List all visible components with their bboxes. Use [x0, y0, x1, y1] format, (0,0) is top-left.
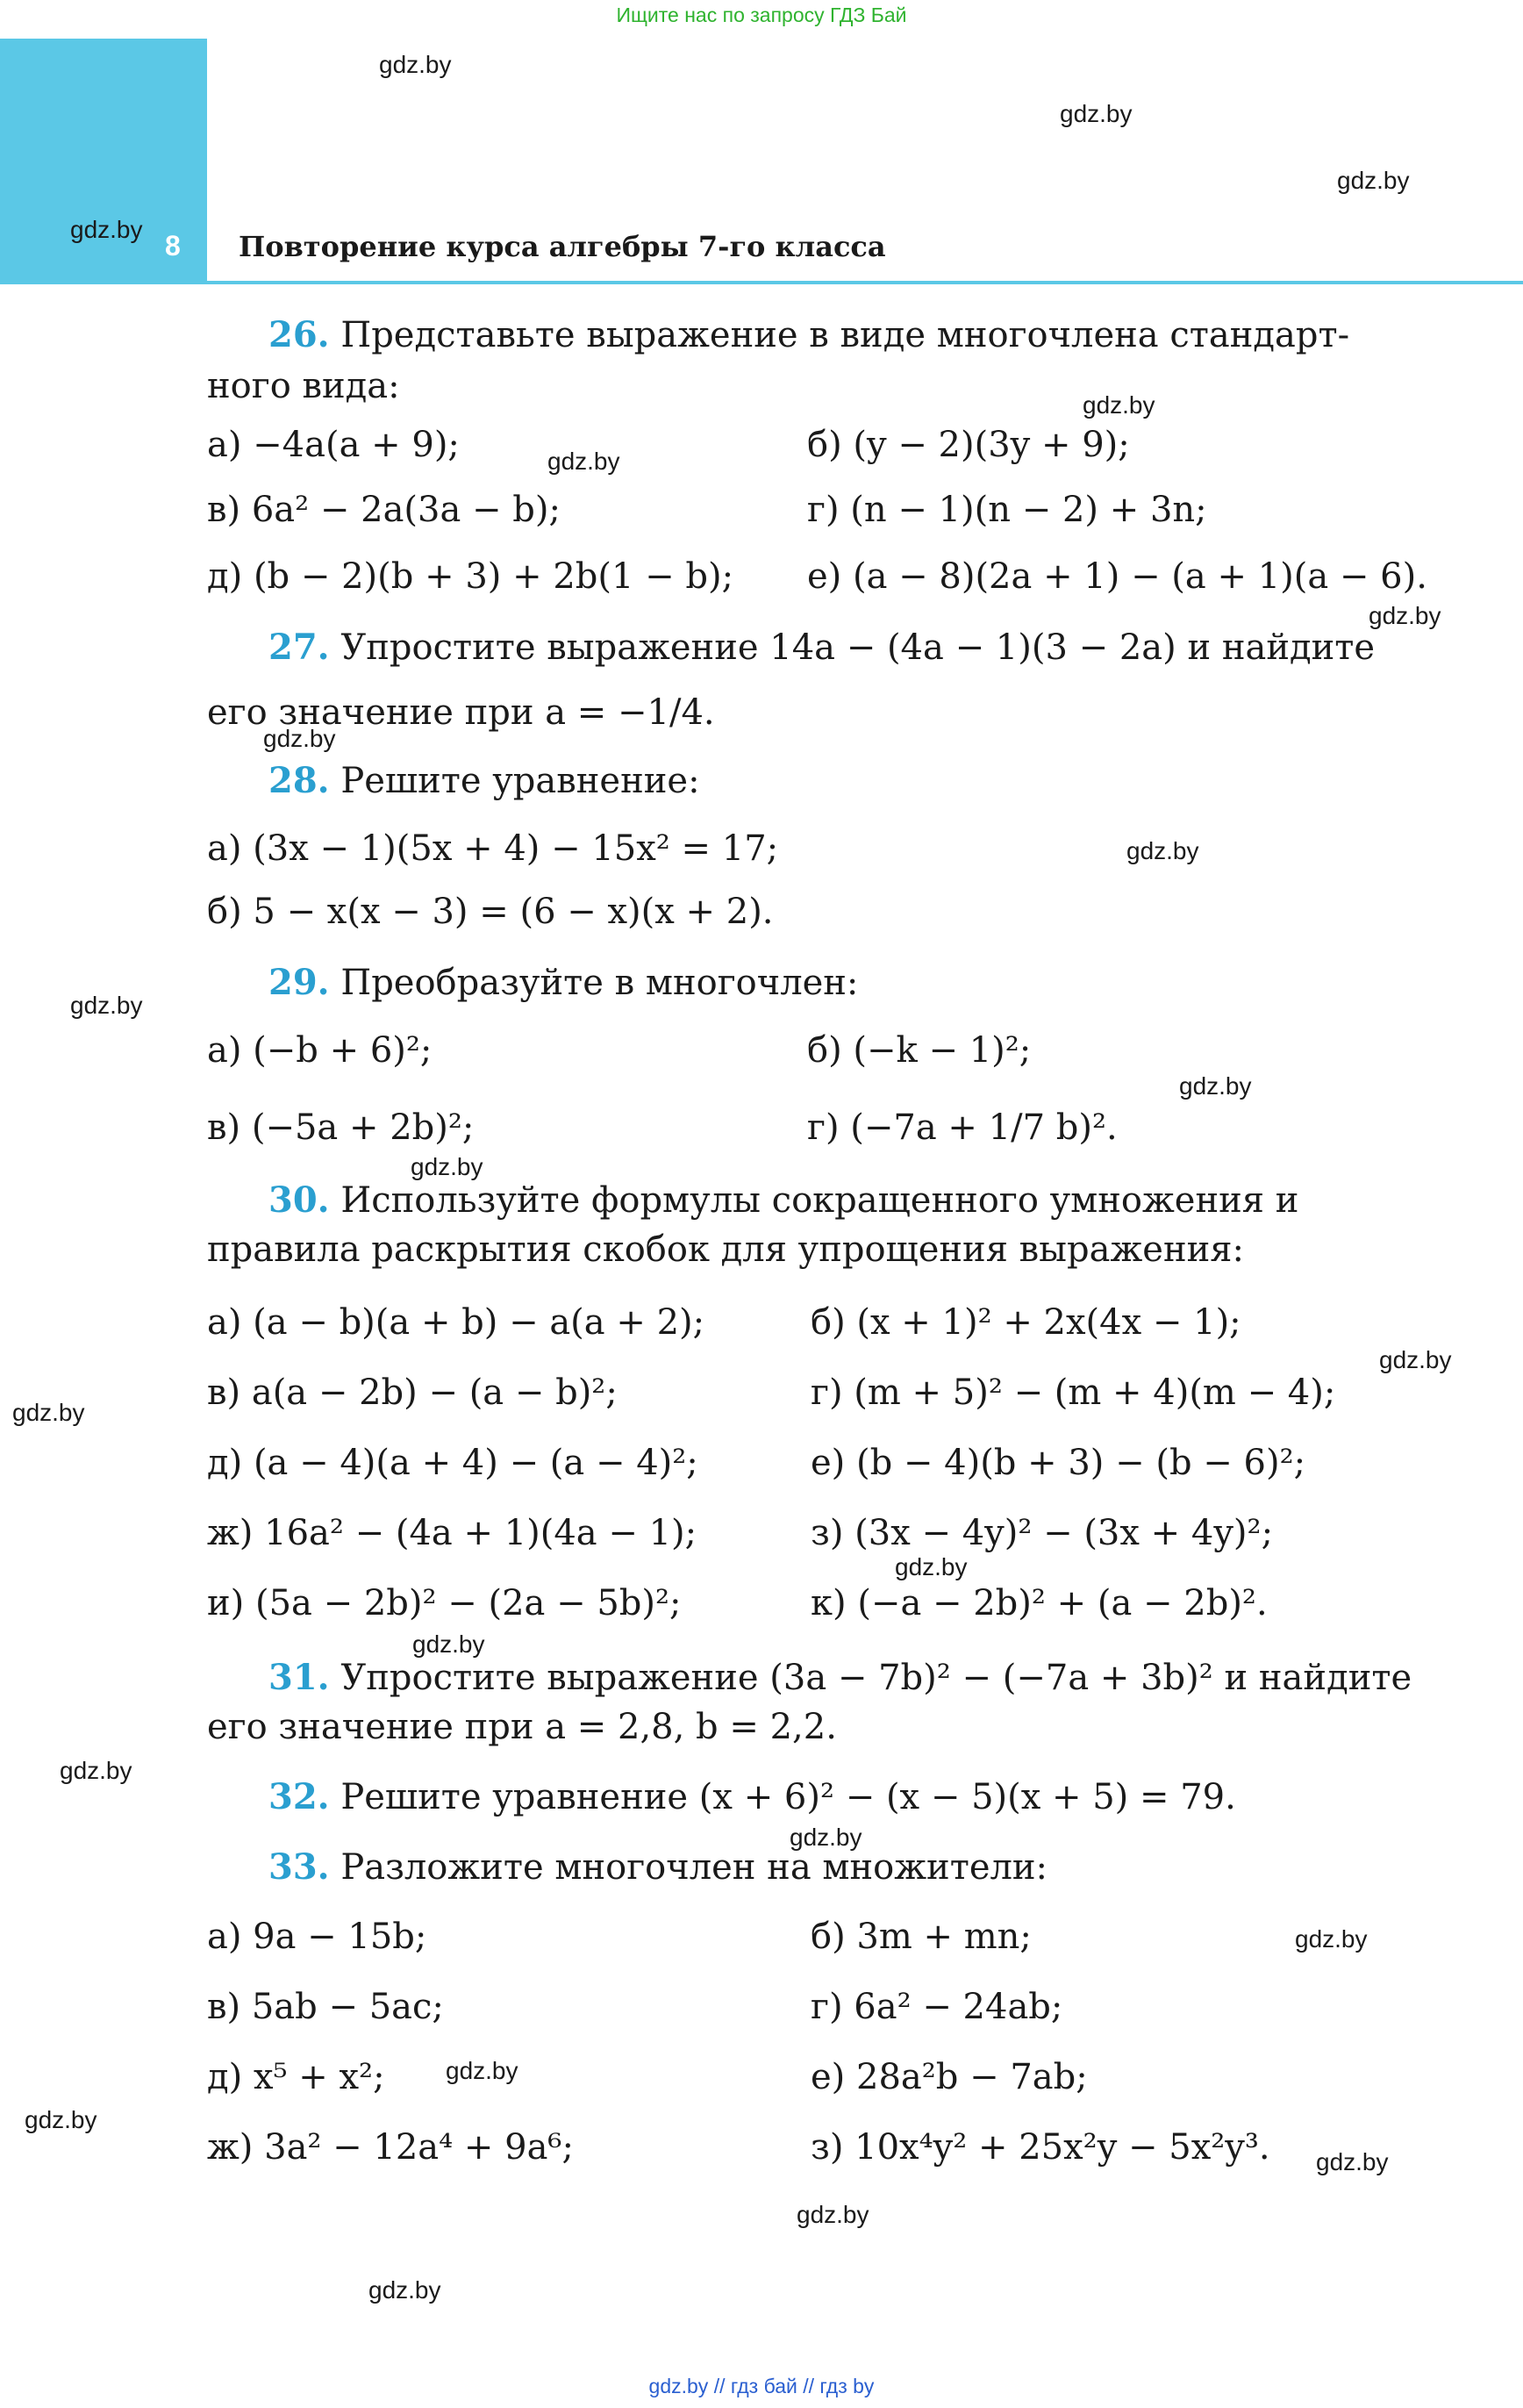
watermark: gdz.by [1369, 602, 1441, 629]
task-30-item: г) (m + 5)² − (m + 4)(m − 4); [811, 1372, 1336, 1413]
watermark: gdz.by [1379, 1346, 1452, 1373]
watermark: gdz.by [411, 1153, 483, 1180]
page-header-title: Повторение курса алгебры 7-го класса [239, 230, 886, 263]
watermark: gdz.by [25, 2106, 97, 2133]
task-28-item: б) 5 − x(x − 3) = (6 − x)(x + 2). [207, 892, 774, 932]
task-text: Упростите выражение (3a − 7b)² − (−7a + 3b)² и найдите [340, 1658, 1412, 1698]
task-26-line1 [268, 311, 1349, 360]
task-number: 29. [268, 962, 330, 1003]
task-29-line1 [268, 958, 858, 1007]
task-33-item: е) 28a²b − 7ab; [811, 2057, 1088, 2097]
watermark: gdz.by [895, 1553, 968, 1580]
task-29-item: б) (−k − 1)²; [807, 1030, 1032, 1071]
watermark: gdz.by [1316, 2148, 1389, 2175]
task-33-line1 [268, 1843, 1048, 1892]
task-30-item: и) (5a − 2b)² − (2a − 5b)²; [207, 1583, 682, 1623]
watermark: gdz.by [263, 725, 336, 752]
task-33-item: ж) 3a² − 12a⁴ + 9a⁶; [207, 2127, 574, 2168]
task-30-line2: правила раскрытия скобок для упрощения выражения: [207, 1229, 1244, 1270]
watermark: gdz.by [790, 1824, 862, 1851]
task-text: Упростите выражение 14a − (4a − 1)(3 − 2a) и найдите [340, 627, 1376, 668]
watermark: gdz.by [70, 216, 143, 243]
task-26-item: в) 6a² − 2a(3a − b); [207, 490, 561, 530]
task-33-item: г) 6a² − 24ab; [811, 1987, 1063, 2027]
task-text: Представьте выражение в виде многочлена стандарт- [340, 315, 1350, 355]
task-text: Преобразуйте в многочлен: [340, 963, 859, 1003]
footer-links[interactable]: gdz.by // гдз бай // гдз by [648, 2375, 875, 2397]
task-number: 32. [268, 1776, 330, 1817]
task-30-item: к) (−a − 2b)² + (a − 2b)². [811, 1583, 1268, 1623]
task-29-item: а) (−b + 6)²; [207, 1030, 433, 1071]
watermark: gdz.by [70, 992, 143, 1019]
watermark: gdz.by [12, 1399, 85, 1426]
task-30-item: а) (a − b)(a + b) − a(a + 2); [207, 1302, 705, 1343]
watermark: gdz.by [1179, 1072, 1252, 1100]
watermark: gdz.by [797, 2201, 869, 2228]
watermark: gdz.by [368, 2276, 441, 2304]
task-33-item: б) 3m + mn; [811, 1917, 1032, 1957]
task-26-item: б) (y − 2)(3y + 9); [807, 425, 1130, 465]
task-31-line2: его значение при a = 2,8, b = 2,2. [207, 1707, 837, 1747]
task-32-line1 [268, 1773, 1236, 1822]
watermark: gdz.by [379, 51, 452, 78]
watermark: gdz.by [1126, 837, 1199, 864]
task-26-line2: ного вида: [207, 366, 400, 406]
task-33-item: а) 9a − 15b; [207, 1917, 427, 1957]
task-30-item: б) (x + 1)² + 2x(4x − 1); [811, 1302, 1241, 1343]
task-30-item: д) (a − 4)(a + 4) − (a − 4)²; [207, 1443, 698, 1483]
watermark: gdz.by [60, 1757, 132, 1784]
watermark: gdz.by [446, 2057, 518, 2084]
task-number: 30. [268, 1179, 330, 1221]
task-31-line1 [268, 1653, 1412, 1702]
task-text: Решите уравнение: [340, 761, 700, 801]
task-26-item: е) (a − 8)(2a + 1) − (a + 1)(a − 6). [807, 556, 1427, 597]
task-30-item: ж) 16a² − (4a + 1)(4a − 1); [207, 1513, 697, 1553]
task-number: 33. [268, 1846, 330, 1888]
watermark: gdz.by [1060, 100, 1133, 127]
task-30-item: в) a(a − 2b) − (a − b)²; [207, 1372, 618, 1413]
task-number: 27. [268, 627, 330, 668]
task-text: Разложите многочлен на множители: [340, 1847, 1048, 1888]
watermark: gdz.by [1337, 167, 1410, 194]
page-number: 8 [165, 230, 181, 262]
watermark: gdz.by [1083, 391, 1155, 419]
watermark: gdz.by [412, 1630, 485, 1658]
task-30-item: з) (3x − 4y)² − (3x + 4y)²; [811, 1513, 1274, 1553]
task-29-item: г) (−7a + 1/7 b)². [807, 1107, 1118, 1148]
task-33-item: д) x⁵ + x²; [207, 2057, 385, 2097]
task-27-line1 [268, 623, 1375, 672]
task-30-item: е) (b − 4)(b + 3) − (b − 6)²; [811, 1443, 1306, 1483]
task-26-item: д) (b − 2)(b + 3) + 2b(1 − b); [207, 556, 734, 597]
task-28-line1 [268, 756, 700, 806]
header-rule [0, 281, 1523, 284]
watermark: gdz.by [1295, 1925, 1368, 1953]
task-text: Используйте формулы сокращенного умножения и [340, 1180, 1299, 1221]
task-26-item: а) −4a(a + 9); [207, 425, 460, 465]
task-number: 26. [268, 314, 330, 355]
task-29-item: в) (−5a + 2b)²; [207, 1107, 475, 1148]
task-26-item: г) (n − 1)(n − 2) + 3n; [807, 490, 1207, 530]
task-27-line2: его значение при a = −1/4. [207, 692, 715, 733]
task-number: 31. [268, 1657, 330, 1698]
top-banner[interactable]: Ищите нас по запросу ГДЗ Бай [616, 4, 907, 26]
task-number: 28. [268, 760, 330, 801]
watermark: gdz.by [547, 448, 620, 475]
task-28-item: а) (3x − 1)(5x + 4) − 15x² = 17; [207, 828, 779, 869]
task-text: Решите уравнение (x + 6)² − (x − 5)(x + 5) = 79. [340, 1777, 1236, 1817]
task-33-item: в) 5ab − 5ac; [207, 1987, 444, 2027]
task-30-line1 [268, 1176, 1298, 1225]
task-33-item: з) 10x⁴y² + 25x²y − 5x²y³. [811, 2127, 1270, 2168]
